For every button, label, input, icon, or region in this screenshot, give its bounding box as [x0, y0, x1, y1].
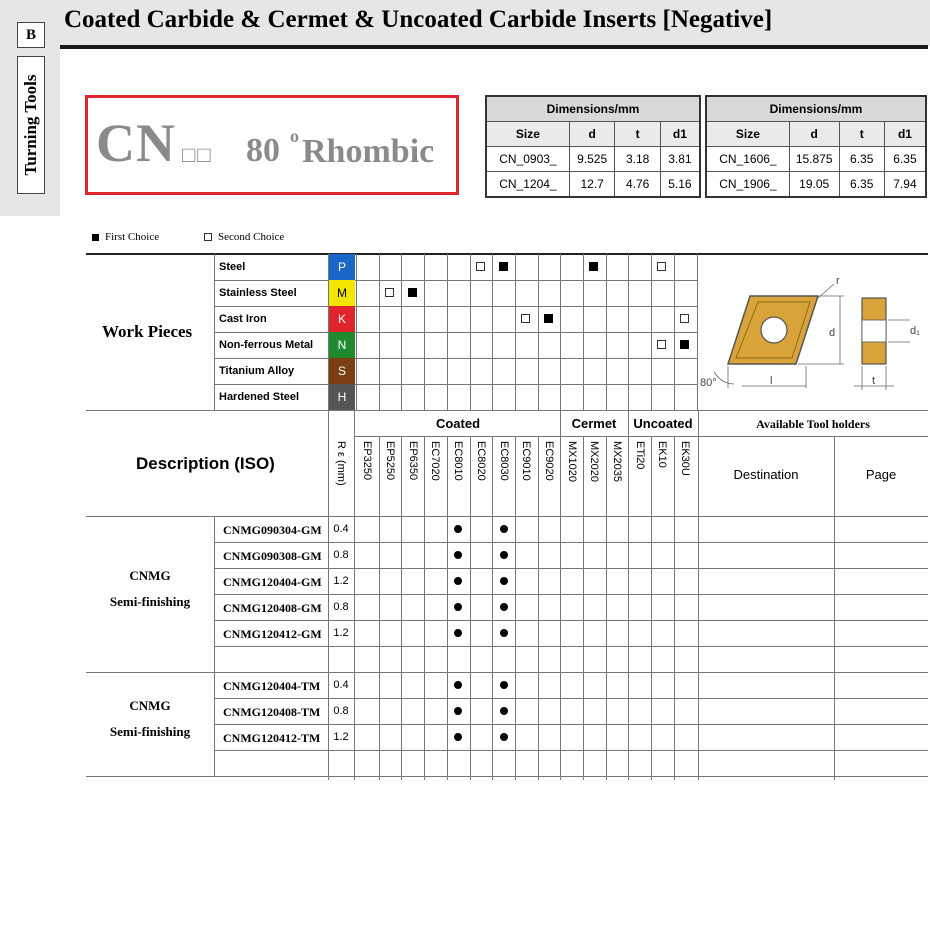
first-choice-mark	[544, 314, 553, 323]
dim-cell: 6.35	[884, 147, 926, 172]
product-code: CNMG090304-GM	[223, 523, 322, 537]
availability-dot	[454, 681, 462, 689]
grid-line	[214, 646, 928, 647]
product-group: CNMG	[129, 568, 171, 583]
iso-badge-h: H	[329, 384, 355, 410]
corner-radius: 0.8	[333, 601, 349, 613]
availability-dot	[454, 525, 462, 533]
dim-cell: 9.525	[569, 147, 615, 172]
grid-line	[214, 672, 215, 776]
second-choice-mark	[476, 262, 485, 271]
iso-badge-p: P	[329, 254, 355, 280]
legend-first-label: First Choice	[105, 231, 160, 243]
dim-header-d: d	[569, 122, 615, 147]
shape-code: CN	[96, 113, 176, 173]
availability-dot	[500, 525, 508, 533]
insert-diagram	[698, 268, 928, 398]
grid-line	[424, 254, 425, 410]
grade-label-ec9010: EC9010	[520, 441, 533, 481]
section-letter: B	[17, 22, 45, 48]
dim-cell: CN_1204_	[486, 172, 569, 198]
work-piece-name: Hardened Steel	[219, 391, 300, 403]
grade-label-ep6350: EP6350	[406, 441, 419, 481]
iso-badge-s: S	[329, 358, 355, 384]
grade-label-mx2035: MX2035	[611, 441, 624, 482]
product-subgroup: Semi-finishing	[109, 724, 191, 739]
grade-label-ek10: EK10	[656, 441, 669, 468]
iso-badge-k: K	[329, 306, 355, 332]
grade-label-mx2020: MX2020	[588, 441, 601, 482]
grid-line	[492, 254, 493, 410]
grade-label-ek30u: EK30U	[679, 441, 692, 476]
availability-dot	[500, 733, 508, 741]
shape-angle: 80	[246, 132, 280, 169]
dim-header-d: d	[789, 122, 839, 147]
grid-line	[560, 436, 561, 780]
grid-line	[515, 254, 516, 410]
grid-line	[86, 672, 928, 673]
second-choice-mark	[657, 340, 666, 349]
dim-cell: 15.875	[789, 147, 839, 172]
grid-line	[834, 436, 835, 780]
category-label: Turning Tools	[21, 74, 40, 176]
grid-line	[674, 254, 675, 410]
dim-cell: CN_1606_	[706, 147, 789, 172]
insert-hole	[761, 317, 787, 343]
first-choice-mark	[589, 262, 598, 271]
corner-radius: 0.4	[333, 679, 349, 691]
availability-dot	[454, 629, 462, 637]
grid-line	[538, 436, 539, 780]
product-subgroup: Semi-finishing	[109, 594, 191, 609]
dim-cell: 6.35	[839, 147, 884, 172]
corner-radius: 0.8	[333, 549, 349, 561]
grid-line	[214, 306, 698, 307]
dim-header-size: Size	[706, 122, 789, 147]
dim-cell: 19.05	[789, 172, 839, 198]
dim-cell: 7.94	[884, 172, 926, 198]
grid-line	[606, 254, 607, 410]
grid-line	[492, 436, 493, 780]
work-piece-name: Stainless Steel	[219, 287, 297, 299]
work-piece-name: Steel	[219, 261, 246, 273]
description-label: Description (ISO)	[136, 454, 275, 473]
work-piece-name: Titanium Alloy	[219, 365, 295, 377]
availability-dot	[500, 603, 508, 611]
grade-label-ep5250: EP5250	[384, 441, 397, 481]
availability-dot	[454, 603, 462, 611]
availability-dot	[500, 577, 508, 585]
dim-cell: 3.18	[615, 147, 660, 172]
second-choice-mark	[385, 288, 394, 297]
corner-radius: 1.2	[333, 627, 349, 639]
grade-label-ec7020: EC7020	[429, 441, 442, 481]
grid-line	[86, 516, 928, 517]
second-choice-mark	[657, 262, 666, 271]
work-piece-name: Non-ferrous Metal	[219, 339, 314, 351]
grid-line	[628, 254, 629, 410]
destination-label: Destination	[733, 467, 799, 482]
dim-cell: 12.7	[569, 172, 615, 198]
grid-line	[515, 436, 516, 780]
availability-dot	[454, 733, 462, 741]
group-coated: Coated	[435, 416, 481, 431]
grid-line	[583, 436, 584, 780]
dim-header-d1: d1	[884, 122, 926, 147]
iso-badge-m: M	[329, 280, 355, 306]
page-title: Coated Carbide & Cermet & Uncoated Carbide Inserts [Negative]	[64, 6, 773, 33]
tool-holders-label: Available Tool holders	[756, 417, 870, 431]
grid-line	[447, 436, 448, 780]
grade-label-ec8020: EC8020	[474, 441, 487, 481]
availability-dot	[500, 681, 508, 689]
product-code: CNMG120404-GM	[223, 575, 322, 589]
diagram-angle-label: 80°	[700, 377, 717, 389]
grid-line	[86, 776, 928, 777]
corner-radius: 1.2	[333, 731, 349, 743]
availability-dot	[500, 551, 508, 559]
work-pieces-label: Work Pieces	[102, 322, 193, 341]
grid-line	[214, 568, 928, 569]
work-piece-name: Cast Iron	[219, 313, 267, 325]
grade-label-ec9020: EC9020	[542, 441, 555, 481]
dim-cell: CN_1906_	[706, 172, 789, 198]
first-choice-mark	[408, 288, 417, 297]
dimensions-caption: Dimensions/mm	[486, 96, 700, 122]
corner-radius: 1.2	[333, 575, 349, 587]
availability-dot	[454, 707, 462, 715]
grid-line	[628, 436, 629, 780]
dim-header-size: Size	[486, 122, 569, 147]
legend-first-choice	[92, 231, 159, 243]
second-choice-mark	[680, 314, 689, 323]
grid-line	[538, 254, 539, 410]
product-code: CNMG120412-GM	[223, 627, 322, 641]
title-rule	[60, 45, 928, 49]
product-code: CNMG090308-GM	[223, 549, 322, 563]
grid-line	[214, 750, 928, 751]
diagram-d1-label: d₁	[910, 325, 920, 337]
page-label: Page	[865, 467, 897, 482]
availability-dot	[500, 629, 508, 637]
grid-line	[698, 436, 928, 437]
group-cermet: Cermet	[571, 416, 617, 431]
dim-header-d1: d1	[660, 122, 700, 147]
grid-line	[651, 254, 652, 410]
diagram-d-label: d	[829, 327, 836, 339]
grid-line	[214, 542, 928, 543]
grid-line	[214, 280, 698, 281]
grid-line	[86, 410, 928, 411]
dimensions-table-right	[705, 95, 927, 198]
grid-line	[447, 254, 448, 410]
dim-header-t: t	[839, 122, 884, 147]
grid-line	[214, 254, 215, 410]
diagram-t-label: t	[872, 375, 876, 387]
grid-line	[470, 436, 471, 780]
filled-square-icon	[92, 234, 99, 241]
dim-header-t: t	[615, 122, 660, 147]
grid-line	[606, 436, 607, 780]
product-code: CNMG120408-GM	[223, 601, 322, 615]
iso-badge-n: N	[329, 332, 355, 358]
legend-second-choice	[204, 231, 284, 243]
grid-line	[401, 254, 402, 410]
dim-cell: 5.16	[660, 172, 700, 198]
grid-line	[379, 436, 380, 780]
grade-label-ec8030: EC8030	[497, 441, 510, 481]
grid-line	[356, 254, 357, 410]
product-code: CNMG120408-TM	[223, 705, 321, 719]
grid-line	[214, 384, 698, 385]
corner-radius: 0.4	[333, 523, 349, 535]
grade-label-mx1020: MX1020	[565, 441, 578, 482]
open-square-icon	[204, 233, 212, 241]
product-group: CNMG	[129, 698, 171, 713]
grade-label-ep3250: EP3250	[361, 441, 374, 481]
grade-label-eti20: ETi20	[633, 441, 646, 470]
grid-line	[651, 436, 652, 780]
grid-line	[214, 516, 215, 672]
insert-shape-box	[85, 95, 459, 195]
group-uncoated: Uncoated	[633, 416, 693, 431]
availability-dot	[454, 577, 462, 585]
grid-line	[214, 332, 698, 333]
shape-degree-mark: o	[290, 126, 299, 146]
grid-line	[214, 594, 928, 595]
dimensions-table-left	[485, 95, 701, 198]
grid-line	[401, 436, 402, 780]
grid-line	[674, 436, 675, 780]
dim-cell: 3.81	[660, 147, 700, 172]
grid-line	[424, 436, 425, 780]
dimensions-caption: Dimensions/mm	[706, 96, 926, 122]
legend-second-label: Second Choice	[218, 231, 285, 243]
grid-line	[214, 620, 928, 621]
grid-line	[560, 254, 561, 410]
grid-line	[214, 358, 698, 359]
first-choice-mark	[680, 340, 689, 349]
first-choice-mark	[499, 262, 508, 271]
product-code: CNMG120404-TM	[223, 679, 321, 693]
radius-label: R ε (mm)	[335, 441, 347, 486]
diagram-r-label: r	[836, 275, 840, 287]
grid-line	[379, 254, 380, 410]
dim-cell: 6.35	[839, 172, 884, 198]
diagram-l-label: l	[770, 375, 773, 387]
grid-line	[354, 436, 698, 437]
corner-radius: 0.8	[333, 705, 349, 717]
dim-cell: 4.76	[615, 172, 660, 198]
grade-label-ec8010: EC8010	[452, 441, 465, 481]
grid-line	[470, 254, 471, 410]
dim-cell: CN_0903_	[486, 147, 569, 172]
availability-dot	[454, 551, 462, 559]
grid-line	[583, 254, 584, 410]
second-choice-mark	[521, 314, 530, 323]
grid-line	[214, 724, 928, 725]
grid-line	[86, 253, 928, 255]
product-code: CNMG120412-TM	[223, 731, 321, 745]
shape-name: Rhombic	[302, 133, 435, 170]
shape-placeholder-boxes: □□	[182, 142, 213, 167]
availability-dot	[500, 707, 508, 715]
grid-line	[214, 698, 928, 699]
